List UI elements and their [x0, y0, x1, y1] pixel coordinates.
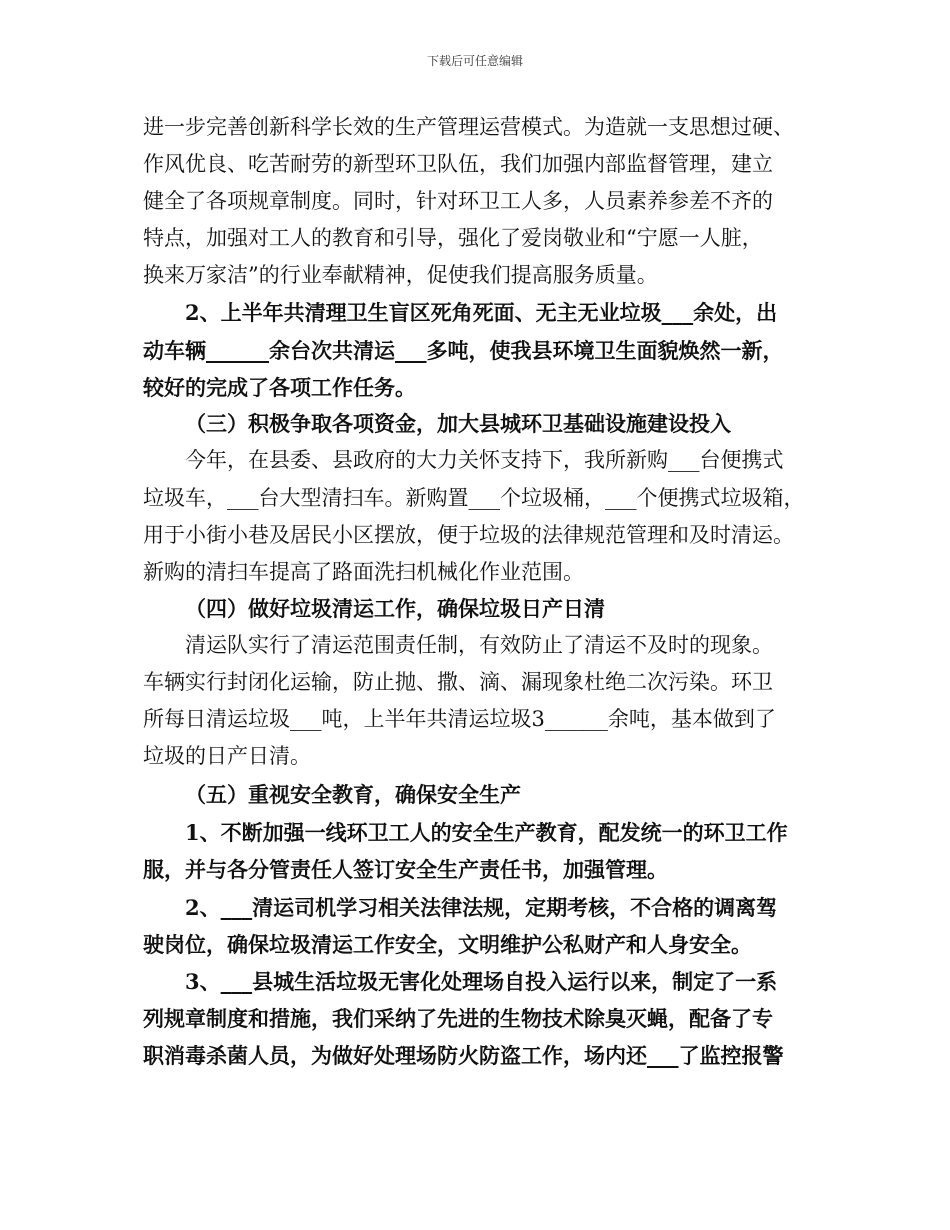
- text-line: 服，并与各分管责任人签订安全生产责任书，加强管理。: [143, 857, 668, 882]
- text-line: 清运队实行了清运范围责任制，有效防止了清运不及时的现象。: [185, 633, 773, 657]
- text-line: 今年，在县委、县政府的大力关怀支持下，我所新购___台便携式: [185, 448, 784, 472]
- section-heading: （三）积极争取各项资金，加大县城环卫基础设施建设投入: [185, 411, 731, 436]
- text-line: 列规章制度和措施，我们采纳了先进的生物技术除臭灭蝇，配备了专: [143, 1006, 773, 1031]
- text-line: 职消毒杀菌人员，为做好处理场防火防盗工作，场内还___了监控报警: [143, 1043, 784, 1068]
- text-line: 用于小街小巷及居民小区摆放，便于垃圾的法律规范管理和及时清运。: [143, 523, 794, 547]
- text-line: 1、不断加强一线环卫工人的安全生产教育，配发统一的环卫工作: [185, 820, 788, 845]
- text-line: 健全了各项规章制度。同时，针对环卫工人多，人员素养参差不齐的: [143, 189, 773, 213]
- text-line: 进一步完善创新科学长效的生产管理运营模式。为造就一支思想过硬、: [143, 115, 794, 139]
- text-line: 新购的清扫车提高了路面洗扫机械化作业范围。: [143, 560, 584, 584]
- text-line: 所每日清运垃圾___吨，上半年共清运垃圾3______余吨，基本做到了: [143, 707, 776, 731]
- text-line: 较好的完成了各项工作任务。: [143, 375, 416, 400]
- text-line: 换来万家洁”的行业奉献精神，促使我们提高服务质量。: [143, 263, 658, 287]
- text-line: 车辆实行封闭化运输，防止抛、撒、滴、漏现象杜绝二次污染。环卫: [143, 670, 773, 694]
- text-line: 驶岗位，确保垃圾清运工作安全，文明维护公私财产和人身安全。: [143, 932, 752, 957]
- section-heading: （五）重视安全教育，确保安全生产: [185, 782, 521, 807]
- text-line: 2、___清运司机学习相关法律法规，定期考核，不合格的调离驾: [185, 895, 778, 920]
- text-line: 垃圾车，___台大型清扫车。新购置___个垃圾桶，___个便携式垃圾箱，: [143, 486, 805, 510]
- page-header: 下载后可任意编辑: [426, 54, 523, 68]
- text-line: 动车辆______余台次共清运___多吨，使我县环境卫生面貌焕然一新，: [143, 338, 784, 363]
- text-line: 垃圾的日产日清。: [143, 744, 311, 768]
- text-line: 3、___县城生活垃圾无害化处理场自投入运行以来，制定了一系: [185, 969, 778, 994]
- section-heading: （四）做好垃圾清运工作，确保垃圾日产日清: [185, 596, 605, 621]
- text-line: 作风优良、吃苦耐劳的新型环卫队伍，我们加强内部监督管理，建立: [143, 152, 773, 176]
- text-line: 2、上半年共清理卫生盲区死角死面、无主无业垃圾___余处，出: [185, 300, 778, 325]
- text-line: 特点，加强对工人的教育和引导，强化了爱岗敬业和“宁愿一人脏，: [143, 226, 763, 250]
